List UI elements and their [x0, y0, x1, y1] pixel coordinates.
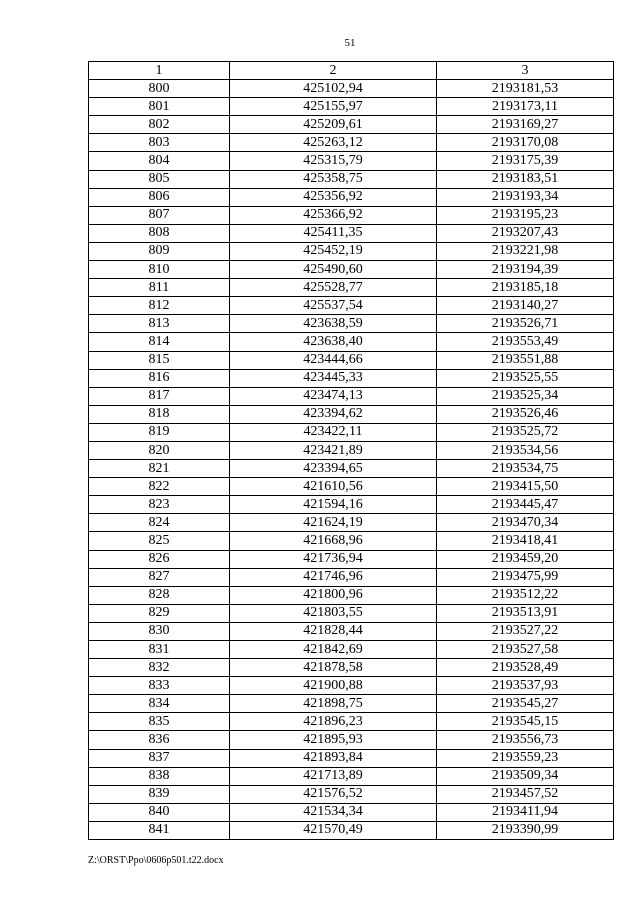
- table-row: [89, 713, 614, 731]
- table-cell: 423394,62: [230, 405, 437, 423]
- table-cell: 425263,12: [230, 134, 437, 152]
- table-cell: 2193193,34: [437, 188, 614, 206]
- table-cell: 423421,89: [230, 441, 437, 459]
- table-cell: 2193140,27: [437, 297, 614, 315]
- table-row: [89, 261, 614, 279]
- table-cell: 815: [89, 351, 230, 369]
- table-cell: 825: [89, 532, 230, 550]
- table-cell: 2193181,53: [437, 80, 614, 98]
- table-row: [89, 80, 614, 98]
- column-header: 1: [89, 62, 230, 80]
- table-cell: 425315,79: [230, 152, 437, 170]
- table-cell: 829: [89, 604, 230, 622]
- table-cell: 2193418,41: [437, 532, 614, 550]
- table-cell: 2193207,43: [437, 224, 614, 242]
- table-cell: 2193527,58: [437, 641, 614, 659]
- table-cell: 421713,89: [230, 767, 437, 785]
- table-cell: 2193551,88: [437, 351, 614, 369]
- table-cell: 827: [89, 568, 230, 586]
- table-cell: 2193459,20: [437, 550, 614, 568]
- table-cell: 835: [89, 713, 230, 731]
- table-cell: 421576,52: [230, 785, 437, 803]
- table-cell: 806: [89, 188, 230, 206]
- table-row: [89, 170, 614, 188]
- table-cell: 813: [89, 315, 230, 333]
- table-cell: 2193390,99: [437, 821, 614, 839]
- table-cell: 423638,40: [230, 333, 437, 351]
- table-cell: 425411,35: [230, 224, 437, 242]
- table-row: [89, 731, 614, 749]
- table-cell: 833: [89, 677, 230, 695]
- table-cell: 421610,56: [230, 478, 437, 496]
- table-cell: 820: [89, 441, 230, 459]
- table-cell: 2193526,71: [437, 315, 614, 333]
- table-cell: 831: [89, 641, 230, 659]
- table-cell: 2193173,11: [437, 98, 614, 116]
- file-path-footer: Z:\ORST\Ppo\0606p501.t22.docx: [88, 855, 224, 866]
- table-cell: 817: [89, 387, 230, 405]
- table-cell: 841: [89, 821, 230, 839]
- table-cell: 425528,77: [230, 279, 437, 297]
- table-cell: 2193512,22: [437, 586, 614, 604]
- table-cell: 423638,59: [230, 315, 437, 333]
- table-cell: 421736,94: [230, 550, 437, 568]
- table-cell: 2193445,47: [437, 496, 614, 514]
- table-cell: 2193525,34: [437, 387, 614, 405]
- table-row: [89, 206, 614, 224]
- table-cell: 2193525,72: [437, 423, 614, 441]
- table-cell: 425366,92: [230, 206, 437, 224]
- table-row: [89, 586, 614, 604]
- table-row: [89, 297, 614, 315]
- table-cell: 803: [89, 134, 230, 152]
- table-cell: 801: [89, 98, 230, 116]
- table-body: [89, 80, 614, 840]
- table-cell: 2193185,18: [437, 279, 614, 297]
- table-row: [89, 496, 614, 514]
- table-cell: 2193545,15: [437, 713, 614, 731]
- table-row: [89, 659, 614, 677]
- table-cell: 807: [89, 206, 230, 224]
- table-cell: 810: [89, 261, 230, 279]
- table-row: [89, 152, 614, 170]
- table-cell: 826: [89, 550, 230, 568]
- table-cell: 2193457,52: [437, 785, 614, 803]
- table-row: [89, 423, 614, 441]
- table-cell: 816: [89, 369, 230, 387]
- table-row: [89, 604, 614, 622]
- table-row: [89, 695, 614, 713]
- table-row: [89, 224, 614, 242]
- table-cell: 804: [89, 152, 230, 170]
- table-row: [89, 767, 614, 785]
- table-row: [89, 460, 614, 478]
- table-cell: 2193175,39: [437, 152, 614, 170]
- table-row: [89, 514, 614, 532]
- table-cell: 2193415,50: [437, 478, 614, 496]
- table-cell: 425452,19: [230, 242, 437, 260]
- table-cell: 2193195,23: [437, 206, 614, 224]
- table-cell: 425102,94: [230, 80, 437, 98]
- table-cell: 2193525,55: [437, 369, 614, 387]
- coordinates-table: [88, 61, 614, 840]
- table-cell: 2193513,91: [437, 604, 614, 622]
- page-number: 51: [344, 37, 356, 49]
- table-cell: 839: [89, 785, 230, 803]
- table-cell: 2193528,49: [437, 659, 614, 677]
- table-cell: 2193411,94: [437, 803, 614, 821]
- table-cell: 423394,65: [230, 460, 437, 478]
- table-cell: 2193559,23: [437, 749, 614, 767]
- table-cell: 814: [89, 333, 230, 351]
- table-cell: 421534,34: [230, 803, 437, 821]
- table-cell: 802: [89, 116, 230, 134]
- table-cell: 425358,75: [230, 170, 437, 188]
- table-cell: 425490,60: [230, 261, 437, 279]
- table-cell: 2193221,98: [437, 242, 614, 260]
- table-row: [89, 369, 614, 387]
- table-row: [89, 803, 614, 821]
- table-cell: 822: [89, 478, 230, 496]
- table-cell: 819: [89, 423, 230, 441]
- table-cell: 425209,61: [230, 116, 437, 134]
- table-cell: 2193170,08: [437, 134, 614, 152]
- table-row: [89, 279, 614, 297]
- table-cell: 421668,96: [230, 532, 437, 550]
- table-cell: 824: [89, 514, 230, 532]
- table-cell: 425537,54: [230, 297, 437, 315]
- table-cell: 823: [89, 496, 230, 514]
- table-cell: 2193534,75: [437, 460, 614, 478]
- table-cell: 818: [89, 405, 230, 423]
- table-cell: 2193534,56: [437, 441, 614, 459]
- table-cell: 421900,88: [230, 677, 437, 695]
- table-cell: 808: [89, 224, 230, 242]
- table-row: [89, 98, 614, 116]
- table-cell: 2193545,27: [437, 695, 614, 713]
- table-cell: 423474,13: [230, 387, 437, 405]
- table-cell: 805: [89, 170, 230, 188]
- table-row: [89, 441, 614, 459]
- table-cell: 421896,23: [230, 713, 437, 731]
- table-cell: 837: [89, 749, 230, 767]
- table-cell: 421878,58: [230, 659, 437, 677]
- table-row: [89, 749, 614, 767]
- column-header: 2: [230, 62, 437, 80]
- table-cell: 2193537,93: [437, 677, 614, 695]
- table-cell: 809: [89, 242, 230, 260]
- table-cell: 423444,66: [230, 351, 437, 369]
- table-cell: 423445,33: [230, 369, 437, 387]
- table-row: [89, 821, 614, 839]
- table-row: [89, 478, 614, 496]
- table-cell: 2193509,34: [437, 767, 614, 785]
- table-cell: 840: [89, 803, 230, 821]
- table-cell: 421898,75: [230, 695, 437, 713]
- column-header: 3: [437, 62, 614, 80]
- table-cell: 421624,19: [230, 514, 437, 532]
- table-cell: 2193527,22: [437, 622, 614, 640]
- table-header-row: [89, 62, 614, 80]
- table-row: [89, 134, 614, 152]
- table-row: [89, 568, 614, 586]
- table-cell: 2193169,27: [437, 116, 614, 134]
- table-cell: 812: [89, 297, 230, 315]
- table-cell: 2193470,34: [437, 514, 614, 532]
- table-cell: 421803,55: [230, 604, 437, 622]
- table-cell: 2193194,39: [437, 261, 614, 279]
- table-row: [89, 622, 614, 640]
- table-cell: 821: [89, 460, 230, 478]
- table-cell: 836: [89, 731, 230, 749]
- table-row: [89, 351, 614, 369]
- table-cell: 421828,44: [230, 622, 437, 640]
- table-cell: 811: [89, 279, 230, 297]
- table-row: [89, 405, 614, 423]
- table-row: [89, 785, 614, 803]
- table-row: [89, 333, 614, 351]
- table-cell: 830: [89, 622, 230, 640]
- table-row: [89, 116, 614, 134]
- table-cell: 421746,96: [230, 568, 437, 586]
- table-row: [89, 387, 614, 405]
- table-cell: 800: [89, 80, 230, 98]
- table-cell: 421800,96: [230, 586, 437, 604]
- table-cell: 421570,49: [230, 821, 437, 839]
- table-cell: 2193183,51: [437, 170, 614, 188]
- table-cell: 421893,84: [230, 749, 437, 767]
- table-row: [89, 550, 614, 568]
- table-row: [89, 641, 614, 659]
- table-row: [89, 188, 614, 206]
- table-row: [89, 677, 614, 695]
- table-row: [89, 532, 614, 550]
- table-cell: 828: [89, 586, 230, 604]
- table-cell: 421895,93: [230, 731, 437, 749]
- table-cell: 2193556,73: [437, 731, 614, 749]
- table-cell: 834: [89, 695, 230, 713]
- table-cell: 421594,16: [230, 496, 437, 514]
- table-cell: 2193526,46: [437, 405, 614, 423]
- table-row: [89, 315, 614, 333]
- table-cell: 2193475,99: [437, 568, 614, 586]
- table-cell: 425155,97: [230, 98, 437, 116]
- table-cell: 838: [89, 767, 230, 785]
- table-cell: 425356,92: [230, 188, 437, 206]
- table-cell: 832: [89, 659, 230, 677]
- table-cell: 2193553,49: [437, 333, 614, 351]
- table-cell: 421842,69: [230, 641, 437, 659]
- table-row: [89, 242, 614, 260]
- table-cell: 423422,11: [230, 423, 437, 441]
